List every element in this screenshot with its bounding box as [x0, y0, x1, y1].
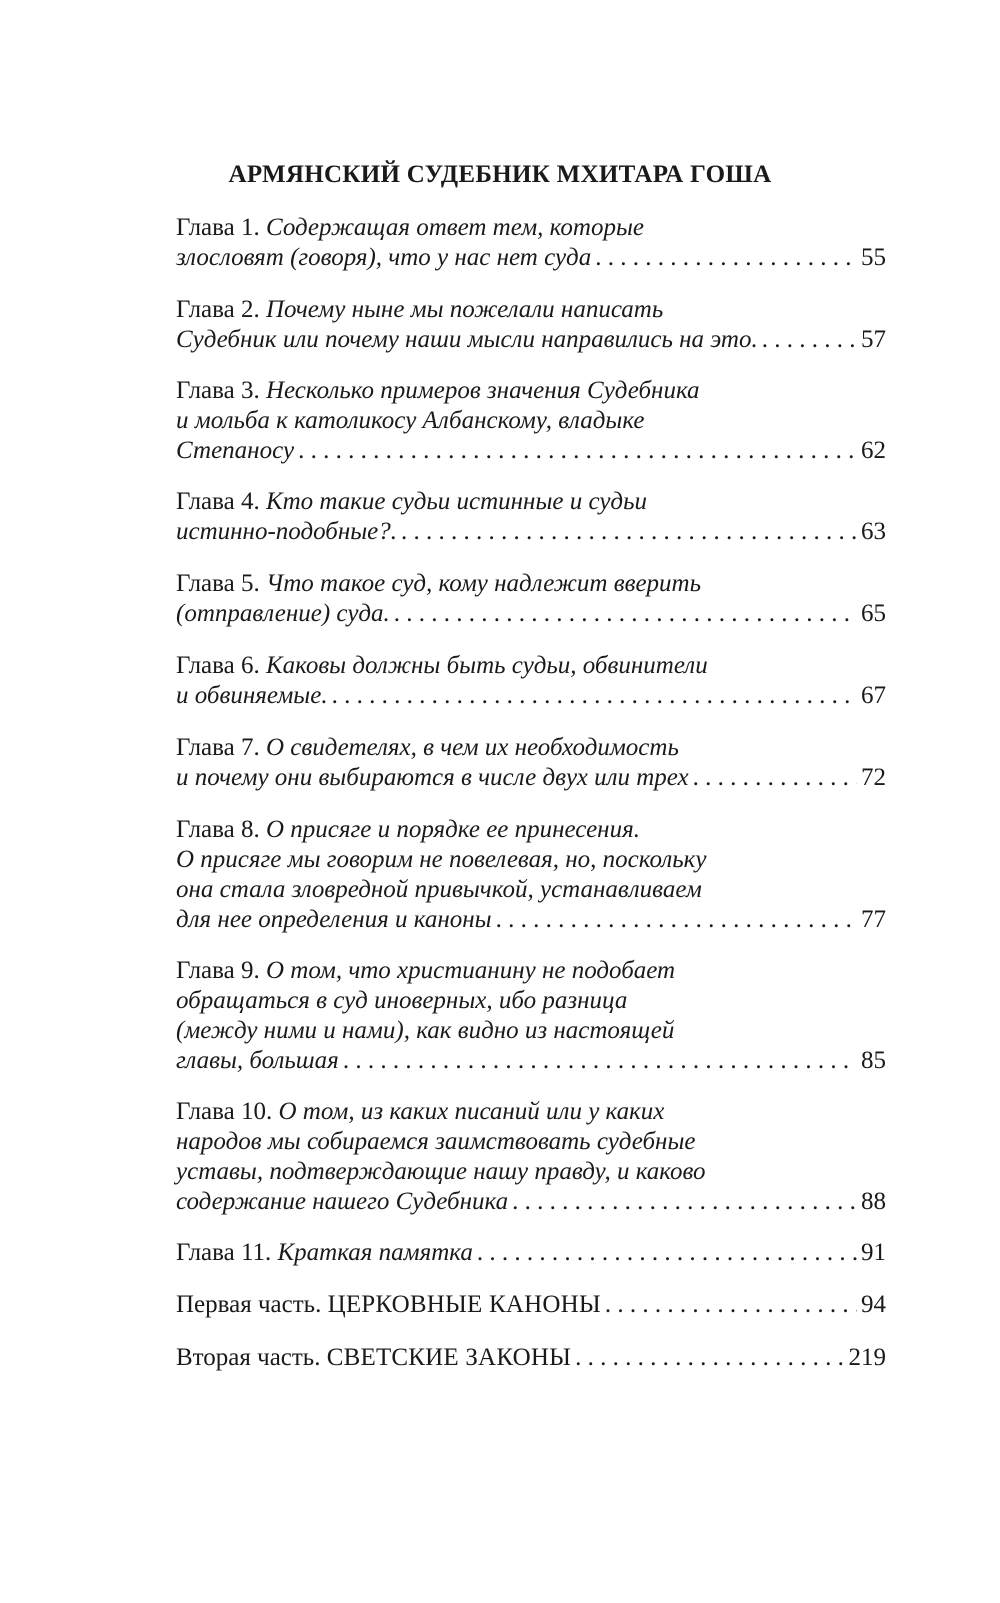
entry-text: ЦЕРКОВНЫЕ КАНОНЫ [327, 1291, 601, 1318]
entry-text: Почему ныне мы пожелали написать [265, 296, 664, 323]
toc-entry-part-2 [176, 1343, 886, 1373]
entry-label: Глава 4. [176, 488, 260, 515]
entry-text: и мольба к католикосу Албанскому, владыке [176, 407, 645, 434]
entry-text: О том, из каких писаний или у каких [278, 1098, 665, 1125]
entry-label: Глава 2. [176, 296, 260, 323]
dot-leader [401, 517, 857, 547]
page-number: 55 [861, 244, 886, 271]
entry-text: Что такое суд, кому надлежит вверить [265, 570, 701, 597]
toc-entry-chapter-11 [176, 1238, 886, 1268]
entry-text: она стала зловредной привычкой, устанавливаем [176, 876, 702, 903]
toc-entry-chapter-4 [176, 487, 886, 547]
page-number: 72 [861, 764, 886, 791]
entry-text: (отправление) суда. [176, 600, 390, 627]
entry-text: О том, что христианину не подобает [265, 957, 676, 984]
page-number: 62 [861, 437, 886, 464]
dot-leader [394, 599, 857, 629]
page-title: АРМЯНСКИЙ СУДЕБНИК МХИТАРА ГОША [228, 161, 772, 188]
entry-text: СВЕТСКИЕ ЗАКОНЫ [326, 1344, 572, 1371]
entry-label: Глава 8. [176, 816, 260, 843]
entry-label: Глава 10. [176, 1098, 273, 1125]
page-number: 85 [861, 1047, 886, 1074]
page-number: 219 [848, 1344, 886, 1371]
entry-text: Несколько примеров значения Судебника [265, 377, 700, 404]
entry-text: и почему они выбираются в числе двух или трех [176, 764, 689, 791]
entry-text: О присяге и порядке ее принесения. [265, 816, 640, 843]
entry-text: главы, большая [176, 1047, 339, 1074]
entry-label: Вторая часть. [176, 1344, 321, 1371]
dot-leader [496, 905, 857, 935]
dot-leader [575, 1343, 844, 1373]
entry-text: народов мы собираемся заимствовать судебные [176, 1128, 696, 1155]
entry-label: Глава 1. [176, 214, 260, 241]
entry-label: Глава 9. [176, 957, 260, 984]
dot-leader [512, 1187, 857, 1217]
toc-entry-part-1 [176, 1290, 886, 1320]
toc-entry-chapter-6 [176, 651, 886, 711]
toc-entry-chapter-3 [176, 376, 886, 466]
entry-text: Судебник или почему наши мысли направились на это. [176, 326, 758, 353]
entry-text: Каковы должны быть судьи, обвинители [265, 652, 708, 679]
page-number: 63 [861, 518, 886, 545]
toc-entry-chapter-5 [176, 569, 886, 629]
entry-label: Первая часть. [176, 1291, 322, 1318]
entry-label: Глава 3. [176, 377, 260, 404]
page-number: 88 [861, 1188, 886, 1215]
page-number: 77 [861, 906, 886, 933]
page-number: 65 [861, 600, 886, 627]
entry-label: Глава 6. [176, 652, 260, 679]
page-number: 94 [861, 1291, 886, 1318]
entry-text: истинно-подобные?. [176, 518, 398, 545]
entry-text: злословят (говоря), что у нас нет суда [176, 244, 592, 271]
entry-text: для нее определения и каноны [176, 906, 492, 933]
entry-text: О присяге мы говорим не повелевая, но, поскольку [176, 846, 707, 873]
dot-leader [762, 325, 857, 355]
entry-text: Степаносу [176, 437, 295, 464]
page-number: 91 [861, 1239, 886, 1266]
toc-entry-chapter-10 [176, 1097, 886, 1217]
entry-text: (между ними и нами), как видно из настоящей [176, 1017, 675, 1044]
entry-label: Глава 5. [176, 570, 260, 597]
page-number: 57 [861, 326, 886, 353]
entry-text: О свидетелях, в чем их необходимость [265, 734, 679, 761]
entry-text: и обвиняемые. [176, 682, 328, 709]
dot-leader [298, 436, 857, 466]
page-number: 67 [861, 682, 886, 709]
entry-text: Краткая памятка [277, 1239, 473, 1266]
entry-label: Глава 7. [176, 734, 260, 761]
toc-entry-chapter-1 [176, 213, 886, 273]
entry-text: обращаться в суд иноверных, ибо разница [176, 987, 628, 1014]
entry-text: содержание нашего Судебника [176, 1188, 509, 1215]
entry-text: Содержащая ответ тем, которые [265, 214, 644, 241]
dot-leader [332, 681, 857, 711]
dot-leader [477, 1238, 857, 1268]
toc-entry-chapter-7 [176, 733, 886, 793]
dot-leader [693, 763, 857, 793]
dot-leader [605, 1290, 857, 1320]
toc-entry-chapter-8 [176, 815, 886, 935]
entry-text: уставы, подтверждающие нашу правду, и каково [176, 1158, 706, 1185]
dot-leader [595, 243, 857, 273]
toc-entry-chapter-9 [176, 956, 886, 1076]
dot-leader [343, 1046, 857, 1076]
entry-text: Кто такие судьи истинные и судьи [265, 488, 647, 515]
entry-label: Глава 11. [176, 1239, 272, 1266]
toc-entry-chapter-2 [176, 295, 886, 355]
